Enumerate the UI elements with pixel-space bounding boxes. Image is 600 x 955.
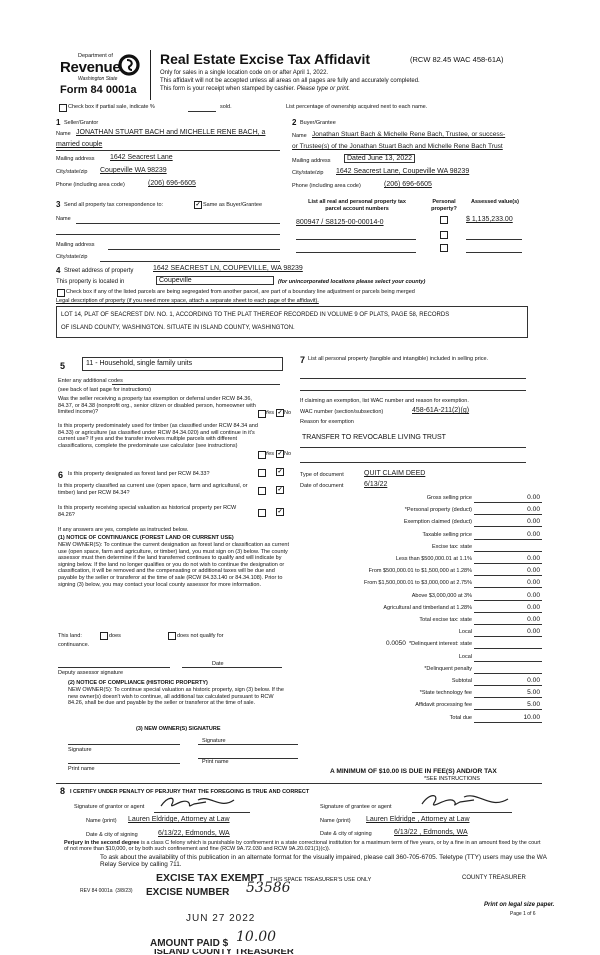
tax-row-label: Above $3,000,000 at 3% — [411, 592, 472, 599]
page-number: Page 1 of 6 — [510, 911, 536, 917]
buyer-name-field-line2[interactable]: or Trustee(s) of the Jonathan Stuart Bach and Michelle Rene Bach Trust — [292, 143, 503, 150]
tax-row-value: 10.00 — [523, 713, 540, 721]
excise-exempt-stamp: EXCISE TAX EXEMPT — [156, 872, 264, 884]
section4-number: 4 — [56, 266, 61, 275]
buyer-phone-field[interactable]: (206) 696-6605 — [384, 181, 432, 188]
tax-row-field[interactable] — [474, 722, 542, 723]
tax-row-label: Gross selling price — [426, 495, 472, 501]
personal-property-field-1[interactable] — [300, 378, 526, 379]
timber-no-checkbox[interactable]: ✓ — [277, 451, 283, 457]
revision-date: (3/8/23) — [115, 888, 133, 894]
revision-number — [80, 888, 133, 894]
personal-property-list-label: List all personal property (tangible and intangible) included in selling price. — [308, 356, 489, 362]
form-title: Real Estate Excise Tax Affidavit — [160, 51, 371, 67]
section8-number: 8 — [60, 786, 66, 796]
segregated-checkbox[interactable] — [57, 289, 65, 297]
revision-code: REV 84 0001a — [80, 888, 113, 894]
grantor-name-field[interactable]: Lauren Eldridge, Attorney at Law — [128, 816, 230, 823]
seller-exemption-question: Was the seller receiving a property tax exemption or deferral under RCW 84.36, 84.37, or 84.38 (nonprofit org., senior citizen or disabled person, homeowner with limited income)? — [58, 396, 256, 416]
wac-number-field[interactable]: 458-61A-211(2)(g) — [412, 407, 470, 414]
tax-row-field[interactable] — [474, 648, 542, 649]
tax-row-field[interactable] — [474, 575, 542, 576]
parcels-header: List all real and personal property tax parcel account numbers — [308, 199, 406, 212]
correspondence-name-label: Name — [56, 216, 71, 222]
yes-label: Yes — [265, 451, 274, 457]
document-type-field[interactable]: QUIT CLAIM DEED — [364, 470, 426, 477]
continuance-label: continuance. — [58, 642, 90, 648]
assessed-value-2[interactable] — [466, 239, 522, 240]
deputy-assessor-signature-field[interactable] — [58, 667, 170, 668]
forest-yes-checkbox[interactable] — [258, 469, 266, 477]
tax-row-value: 0.00 — [527, 591, 540, 599]
document-date-field[interactable]: 6/13/22 — [364, 481, 388, 488]
grantee-name-field[interactable]: Lauren Eldridge , Attorney at Law — [366, 816, 470, 823]
parcel-number-2[interactable] — [296, 239, 416, 240]
tax-row-label: Agricultural and timberland at 1.28% — [383, 604, 472, 611]
local-rate-value: 0.0050 — [386, 640, 406, 647]
if-yes-instruction: If any answers are yes, complete as instructed below. — [58, 527, 189, 533]
forest-no-checkbox[interactable]: ✓ — [277, 469, 283, 475]
correspondence-address-field[interactable] — [108, 249, 280, 250]
grantor-date-city-label: Date & city of signing — [86, 832, 138, 838]
tax-row-field[interactable] — [474, 502, 542, 503]
tax-row-field[interactable] — [474, 539, 542, 540]
seller-city-label: City/state/zip — [56, 169, 88, 175]
header-line-3: This form is your receipt when stamped by cashier. — [160, 86, 296, 92]
washington-state-label: Washington State — [78, 76, 118, 82]
tax-row-field[interactable] — [474, 563, 542, 564]
tax-row-field[interactable] — [474, 612, 542, 613]
tax-row-label: From $1,500,000.01 to $3,000,000 at 2.75% — [364, 580, 472, 587]
grantee-name-label: Name (print) — [320, 818, 351, 824]
tax-row-field[interactable] — [474, 526, 542, 527]
land-does-not-checkbox[interactable] — [168, 632, 176, 640]
print-name-label-2: Print name — [202, 759, 229, 765]
tax-row-field[interactable] — [474, 587, 542, 588]
revenue-logo-text: Revenue — [60, 59, 121, 76]
correspondence-label: Send all property tax correspondence to: — [64, 202, 164, 208]
tax-row-value: 0.00 — [527, 603, 540, 611]
seller-address-field[interactable]: 1642 Seacrest Lane — [110, 154, 173, 161]
street-address-label: Street address of property — [64, 268, 134, 274]
land-use-code-select[interactable]: 11 - Household, single family units — [82, 357, 283, 371]
print-name-label-1: Print name — [68, 766, 95, 772]
seller-heading: Seller/Grantor — [64, 120, 99, 126]
seller-city-field[interactable]: Coupeville WA 98239 — [100, 167, 167, 174]
amount-paid-value: 10.00 — [236, 929, 277, 945]
tax-row-value: 0.00 — [527, 616, 540, 623]
legal-description-line-2: OF ISLAND COUNTY, WASHINGTON. SITUATE IN ISLAND COUNTY, WASHINGTON. — [61, 325, 295, 331]
new-owner-signature-title: (3) NEW OWNER(S) SIGNATURE — [136, 726, 221, 732]
additional-codes-label: Enter any additional codes — [58, 378, 123, 384]
personal-property-header: Personal property? — [431, 199, 457, 212]
tax-row-label: Local — [458, 629, 472, 636]
notice-of-compliance-text: NEW OWNER(S): To continue special valuation as historic property, sign (3) below. If the new owner(s) doesn't wish to continue, all additional tax calculated pursuant to RCW 84.26, shall be due and payable by the seller or transferor at the time of sale. — [68, 687, 284, 707]
tax-row-field[interactable] — [474, 624, 542, 625]
header-line-2: This affidavit will not be accepted unless all areas on all pages are fully and accurately completed. — [160, 78, 420, 84]
perjury-warning-lead: Perjury in the second degree — [64, 840, 140, 846]
exemption-reason-rule-2 — [300, 462, 526, 463]
current-use-question: Is this property classified as current use (open space, farm and agricultural, or timber) land per RCW 84.34? — [58, 483, 248, 496]
notice-of-continuance-title: (1) NOTICE OF CONTINUANCE (FOREST LAND OR CURRENT USE) — [58, 535, 234, 541]
seller-name-rule — [56, 150, 280, 151]
seller-exemption-no-checkbox[interactable]: ✓ — [277, 410, 283, 416]
current-use-yes-checkbox[interactable] — [258, 487, 266, 495]
forest-land-question: Is this property designated as forest land per RCW 84.33? — [68, 471, 210, 477]
buyer-heading: Buyer/Grantee — [300, 120, 336, 126]
parcel-number-1[interactable]: 800947 / S8125-00-00014-0 — [296, 219, 384, 226]
exemption-reason-rule — [300, 447, 526, 448]
header-divider — [150, 50, 151, 100]
deputy-signature-label: Deputy assessor signature — [58, 670, 124, 676]
partial-sale-label: Check box if partial sale, indicate % — [68, 104, 155, 110]
see-back-note: (see back of last page for instructions) — [58, 387, 151, 393]
amount-paid-label: AMOUNT PAID $ — [150, 938, 229, 949]
seller-name-field-line2[interactable]: married couple — [56, 141, 103, 148]
perjury-warning-text: is a class C felony which is punishable by confinement in a state correctional institution for a maximum term of five years, or by a fine in an amount fixed by the court of not more than $10,000, or by both such confinement and fine (RCW 9A.72.030 and RCW 9A.20.021(1)(c)). — [64, 840, 541, 853]
tax-row-field[interactable] — [474, 697, 542, 698]
seller-phone-field[interactable]: (206) 696-6605 — [148, 180, 196, 187]
correspondence-city-field[interactable] — [100, 261, 280, 262]
buyer-city-label: City/state/zip — [292, 170, 324, 176]
buyer-phone-label: Phone (including area code) — [292, 183, 361, 189]
exemption-reason-field[interactable]: TRANSFER TO REVOCABLE LIVING TRUST — [302, 434, 446, 441]
land-does-not-label: does not qualify for — [177, 633, 224, 639]
personal-property-checkbox-1[interactable] — [440, 216, 448, 224]
dept-of-label: Department of — [78, 53, 113, 59]
buyer-address-label: Mailing address — [292, 158, 331, 164]
yes-label: Yes — [265, 410, 274, 416]
document-type-label: Type of document — [300, 472, 344, 478]
grantor-signature-label: Signature of grantor or agent — [74, 804, 145, 810]
ownership-note: List percentage of ownership acquired next to each name. — [286, 104, 428, 110]
correspondence-address-label: Mailing address — [56, 242, 95, 248]
tax-row-value: 0.00 — [527, 518, 540, 526]
grantor-signature-drawing[interactable] — [158, 792, 244, 812]
tax-row-field[interactable] — [474, 636, 542, 637]
seller-name-label: Name — [56, 131, 71, 137]
tax-row-field[interactable] — [474, 661, 542, 662]
new-owner-signature-field-2[interactable] — [198, 744, 298, 745]
correspondence-name-field[interactable] — [76, 223, 280, 224]
perjury-warning — [64, 840, 546, 852]
tax-row-value: 0.00 — [527, 530, 540, 538]
personal-property-checkbox-3[interactable] — [440, 244, 448, 252]
tax-row-label: From $500,000.01 to $1,500,000 at 1.28% — [368, 568, 472, 575]
legal-description-label: Legal description of property (if you need more space, attach a separate sheet to each page of the affidavit). — [56, 298, 319, 304]
seller-address-label: Mailing address — [56, 156, 95, 162]
new-owner-print-name-field-1[interactable] — [68, 763, 180, 764]
tax-row-value: 0.00 — [527, 555, 540, 562]
grantee-signature-field[interactable] — [412, 812, 512, 813]
signature-label-2: Signature — [202, 738, 226, 744]
section6-number: 6 — [58, 470, 64, 480]
tax-row-value: 0.00 — [527, 494, 540, 501]
personal-property-field-2[interactable] — [300, 390, 526, 391]
new-owner-signature-field-1[interactable] — [68, 744, 180, 745]
grantor-name-label: Name (print) — [86, 818, 117, 824]
tax-row-label: Local — [458, 653, 472, 660]
notice-of-compliance-title: (2) NOTICE OF COMPLIANCE (HISTORIC PROPERTY) — [68, 680, 208, 686]
seller-name-field[interactable]: JONATHAN STUART BACH and MICHELLE RENE BACH, a — [76, 129, 266, 136]
buyer-section-number: 2 — [292, 118, 297, 127]
partial-sale-checkbox[interactable] — [59, 104, 67, 112]
tax-row-field[interactable] — [474, 709, 542, 710]
excise-number-value: 53586 — [246, 880, 291, 896]
located-in-label: This property is located in — [56, 279, 125, 285]
deputy-date-field[interactable] — [182, 667, 282, 668]
this-land-label: This land: — [58, 633, 82, 639]
section3-number: 3 — [56, 200, 61, 209]
notice-of-continuance-text: NEW OWNER(S): To continue the current designation as forest land or classification as current use (open space, farm and agriculture, or timber) land, you must sign on (3) below. The county assessor must then determine if the land transferred continues to qualify and will indicate by signing below. If the land no longer qualifies or you do not wish to continue the designation or classification, it will be removed and the compensating or additional taxes will be due and payable by the seller or transferor at the time of sale (RCW 84.33.140 or 84.34.108). Prior to signing (3) below, you may contact your local county assessor for more information. — [58, 542, 289, 588]
exemption-claim-label: If claiming an exemption, list WAC number and reason for exemption. — [300, 398, 469, 404]
treasurer-stamp-name: ISLAND COUNTY TREASURER — [154, 949, 294, 955]
historic-yes-checkbox[interactable] — [258, 509, 266, 517]
tax-row-label: *Delinquent penalty — [424, 665, 472, 672]
assessed-value-header: Assessed value(s) — [471, 199, 519, 205]
historic-no-checkbox[interactable]: ✓ — [277, 509, 283, 515]
tax-row-field[interactable] — [474, 673, 542, 674]
date-label: Date — [212, 661, 224, 667]
tax-row-value: 0.00 — [527, 567, 540, 575]
buyer-city-field[interactable]: 1642 Seacrest Lane, Coupeville WA 98239 — [336, 168, 470, 175]
no-label: No — [284, 451, 292, 457]
minimum-fee-notice: A MINIMUM OF $10.00 IS DUE IN FEE(S) AND/OR TAX — [330, 768, 497, 775]
same-as-buyer-label: Same as Buyer/Grantee — [203, 202, 263, 208]
header-line-1: Only for sales in a single location code on or after April 1, 2022. — [160, 70, 329, 76]
correspondence-city-label: City/state/zip — [56, 254, 88, 260]
grantee-signature-drawing[interactable] — [418, 790, 514, 812]
tax-row-label: Taxable selling price — [422, 531, 472, 538]
grantee-date-city-field[interactable]: 6/13/22 , Edmonds, WA — [394, 829, 468, 836]
tax-row-field[interactable] — [474, 600, 542, 601]
excise-number-label: EXCISE NUMBER — [146, 887, 230, 898]
buyer-name-field[interactable]: Jonathan Stuart Bach & Michelle Rene Bach, Trustee, or success- — [312, 131, 506, 138]
wa-dor-logo-icon — [118, 54, 140, 76]
document-date-label: Date of document — [300, 483, 344, 489]
section7-number: 7 — [300, 355, 306, 365]
partial-sale-percent-field[interactable] — [188, 111, 216, 112]
see-instructions-note: *SEE INSTRUCTIONS — [424, 776, 480, 782]
land-does-checkbox[interactable] — [100, 632, 108, 640]
tax-row-field[interactable] — [474, 551, 542, 552]
tax-row-value: 0.00 — [527, 506, 540, 514]
grantor-date-city-field[interactable]: 6/13/22, Edmonds, WA — [158, 830, 230, 837]
seller-section-number: 1 — [56, 118, 61, 127]
form-citation: (RCW 82.45 WAC 458-61A) — [410, 55, 504, 64]
grantee-date-city-label: Date & city of signing — [320, 831, 372, 837]
personal-property-checkbox-2[interactable] — [440, 231, 448, 239]
grantee-signature-label: Signature of grantee or agent — [320, 804, 392, 810]
tax-row-value: 5.00 — [527, 701, 540, 709]
grantor-signature-field[interactable] — [154, 812, 250, 813]
wac-number-label: WAC number (section/subsection) — [300, 409, 384, 415]
legal-description-line-1: LOT 14, PLAT OF SEACREST DIV. NO. 1, ACCORDING TO THE PLAT THEREOF RECORDED IN VOLUME 9 OF PLATS, PAGE 58, RECORDS — [61, 312, 450, 318]
tax-row-label: *Delinquent interest: state — [409, 641, 472, 648]
unincorporated-note: (for unincorporated locations please select your county) — [278, 279, 426, 285]
tax-row-label: Affidavit processing fee — [415, 702, 472, 709]
no-label: No — [284, 410, 292, 416]
legal-description-field[interactable] — [56, 306, 528, 338]
buyer-name-label: Name — [292, 133, 307, 139]
tax-row-label: Excise tax: state — [431, 543, 472, 550]
signature-label-1: Signature — [68, 747, 92, 753]
section8-divider — [56, 783, 542, 784]
same-as-buyer-checkbox[interactable]: ✓ — [195, 202, 201, 208]
street-address-field[interactable]: 1642 SEACREST LN, COUPEVILLE, WA 98239 — [153, 265, 303, 272]
segregated-label: Check box if any of the listed parcels are being segregated from another parcel, are part of a boundary line adjustment or parcels being merged — [66, 289, 415, 295]
tax-row-field[interactable] — [474, 514, 542, 515]
tax-row-label: Less than $500,000.01 at 1.1% — [395, 556, 472, 562]
correspondence-name-field-line2[interactable] — [56, 234, 280, 235]
current-use-no-checkbox[interactable]: ✓ — [277, 487, 283, 493]
parcel-number-3[interactable] — [296, 252, 416, 253]
seller-phone-label: Phone (including area code) — [56, 182, 125, 188]
perjury-certification: I CERTIFY UNDER PENALTY OF PERJURY THAT THE FOREGOING IS TRUE AND CORRECT — [70, 789, 310, 795]
county-treasurer-label: COUNTY TREASURER — [462, 875, 526, 881]
tax-row-label: Total due — [449, 714, 472, 721]
additional-codes-field[interactable] — [112, 384, 280, 385]
tax-row-label: Exemption claimed (deduct) — [403, 519, 472, 526]
treasurer-use-only: THIS SPACE TREASURER'S USE ONLY — [270, 877, 372, 883]
tax-row-value: 0.00 — [527, 579, 540, 587]
stamp-date: JUN 27 2022 — [186, 913, 256, 924]
city-select[interactable]: Coupeville — [156, 276, 274, 285]
section5-number: 5 — [60, 361, 66, 371]
tax-row-field[interactable] — [474, 685, 542, 686]
tax-row-label: Total excise tax: state — [419, 617, 472, 623]
accessibility-note: To ask about the availability of this publication in an alternate format for the visually impaired, please call 360-705-6705. Teletype (TTY) users may use the WA Relay Service by calling 711. — [100, 854, 547, 869]
land-does-label: does — [109, 633, 121, 639]
type-or-print: Please type or print. — [296, 86, 351, 92]
sold-label: sold. — [220, 104, 232, 110]
legal-paper-note: Print on legal size paper. — [484, 902, 555, 908]
tax-row-value: 0.00 — [527, 628, 540, 636]
tax-row-value: 5.00 — [527, 689, 540, 697]
tax-row-label: *State technology fee — [419, 690, 472, 697]
historic-valuation-question: Is this property receiving special valuation as historical property per RCW 84.26? — [58, 505, 237, 518]
tax-row-value: 0.00 — [527, 677, 540, 684]
tax-row-label: Subtotal — [451, 678, 472, 684]
assessed-value-3[interactable] — [466, 252, 522, 253]
exemption-reason-label: Reason for exemption — [300, 419, 354, 425]
form-number: Form 84 0001a — [60, 84, 137, 96]
buyer-address-field[interactable]: Dated June 13, 2022 — [344, 154, 415, 163]
timber-agriculture-question: Is this property predominately used for timber (as classified under RCW 84.34 and 84.33) or agriculture (as classified under RCW 84.34.020) and will continue in it's current use? If yes and the transfer involves multiple parcels with different classifications, complete the predominate use calculator (see instructions) — [58, 423, 258, 449]
tax-row-label: *Personal property (deduct) — [404, 507, 472, 514]
assessed-value-1[interactable]: $ 1,135,233.00 — [466, 216, 513, 223]
